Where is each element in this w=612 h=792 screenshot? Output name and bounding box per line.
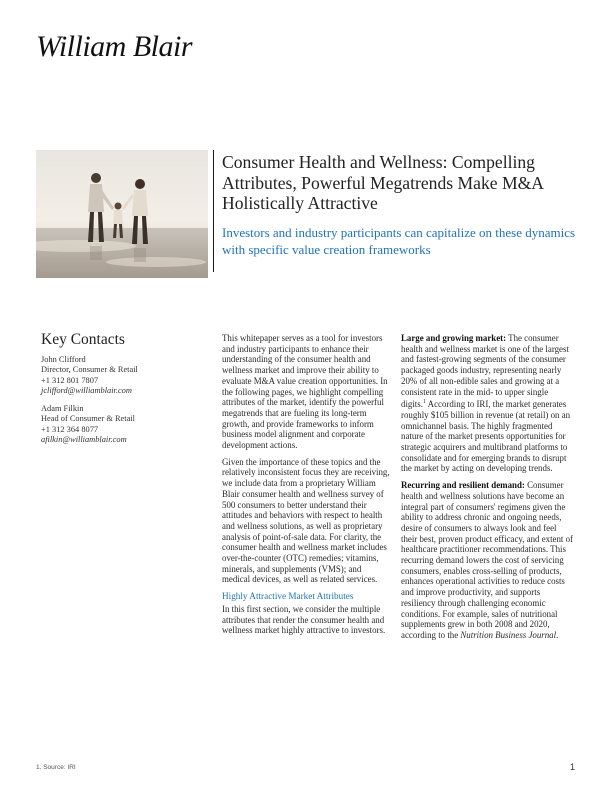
page-number: 1 bbox=[570, 762, 576, 772]
publication-name: Nutrition Business Journal bbox=[460, 629, 557, 640]
section-heading: Highly Attractive Market Attributes bbox=[222, 591, 354, 602]
contact-name: John Clifford bbox=[41, 355, 86, 364]
recurring-demand-paragraph bbox=[401, 480, 573, 641]
body-column-right bbox=[401, 333, 573, 647]
contact-phone: +1 312 364 8077 bbox=[41, 424, 99, 434]
contact-role: Director, Consumer & Retail bbox=[41, 365, 138, 375]
key-contacts-heading: Key Contacts bbox=[41, 331, 125, 348]
hero-photo bbox=[36, 150, 208, 278]
william-blair-logo: William Blair bbox=[36, 30, 193, 63]
key-contacts bbox=[41, 331, 209, 453]
paragraph-text: . bbox=[556, 629, 559, 640]
paragraph-lead: Large and growing market: bbox=[401, 333, 507, 343]
section-intro-paragraph: In this first section, we consider the multiple attributes that render the consumer health and wellness market highly attractive to investors. bbox=[222, 603, 386, 636]
paragraph-text: According to IRI, the market generates roughly $105 billion in revenue (at retail) on an omnichannel basis. The highly fragmented nature of the market presents opportunities for strategic acquirers and multibrand platforms to consolidate and for emerging brands to disrupt the market by acting on developing trends. bbox=[401, 399, 571, 474]
body-column-left bbox=[222, 333, 390, 642]
contact-name: Adam Filkin bbox=[41, 404, 84, 414]
page-title: Consumer Health and Wellness: Compelling Attributes, Powerful Megatrends Make M&A Holistically Attractive bbox=[222, 152, 544, 213]
contact-role: Head of Consumer & Retail bbox=[41, 414, 135, 424]
footnote-marker: 1 bbox=[422, 399, 426, 406]
paragraph-text: The consumer health and wellness market is one of the largest and fastest-growing segments of the consumer packaged goods industry, representing nearly 20% of all non-edible sales and growing at a consistent rate in the mid- to upper single digits. bbox=[401, 333, 569, 410]
footnote: 1. Source: IRI bbox=[36, 764, 76, 771]
intro-paragraph: This whitepaper serves as a tool for investors and industry participants to enhance their understanding of the consumer health and wellness market and improve their ability to evaluate M&A value creation opportunities. In the following pages, we highlight compelling attributes of the market, identify the powerful megatrends that are fueling its long-term growth, and provide frameworks to inform business model alignment and corporate development actions. bbox=[222, 333, 388, 451]
contact-card bbox=[41, 404, 209, 445]
contact-email-link[interactable]: afilkin@williamblair.com bbox=[41, 435, 127, 445]
title-divider bbox=[213, 150, 214, 272]
survey-paragraph: Given the importance of these topics and the relatively inconsistent focus they are receiving, we include data from a proprietary William Blair consumer health and wellness survey of 500 consumers to better understand their attitudes and behaviors with respect to health and wellness solutions, as well as proprietary analysis of point-of-sale data. For clarity, the consumer health and wellness market includes over-the-counter (OTC) remedies; vitamins, minerals, and supplements (VMS); and medical devices, as well as related services. bbox=[222, 456, 390, 585]
contact-phone: +1 312 801 7807 bbox=[41, 375, 99, 385]
market-size-paragraph bbox=[401, 333, 573, 474]
beach-family-illustration bbox=[36, 150, 208, 278]
paragraph-text: Consumer health and wellness solutions have become an integral part of consumers' regimens given the ability to address chronic and ongoing needs, desire of consumers to always look and feel their best, proven product efficacy, and extent of healthcare practitioner recommendations. This recurring demand lowers the cost of servicing consumers, enables cross-selling of products, enhances operational activities to reduce costs and improve productivity, and supports resiliency through challenging economic conditions. For example, sales of nutritional supplements grew in both 2008 and 2020, according to the bbox=[401, 480, 574, 640]
contact-email-link[interactable]: jclifford@williamblair.com bbox=[41, 385, 132, 395]
paragraph-lead: Recurring and resilient demand: bbox=[401, 480, 525, 491]
contact-card bbox=[41, 355, 209, 396]
page-subtitle: Investors and industry participants can capitalize on these dynamics with specific value creation frameworks bbox=[222, 225, 576, 257]
